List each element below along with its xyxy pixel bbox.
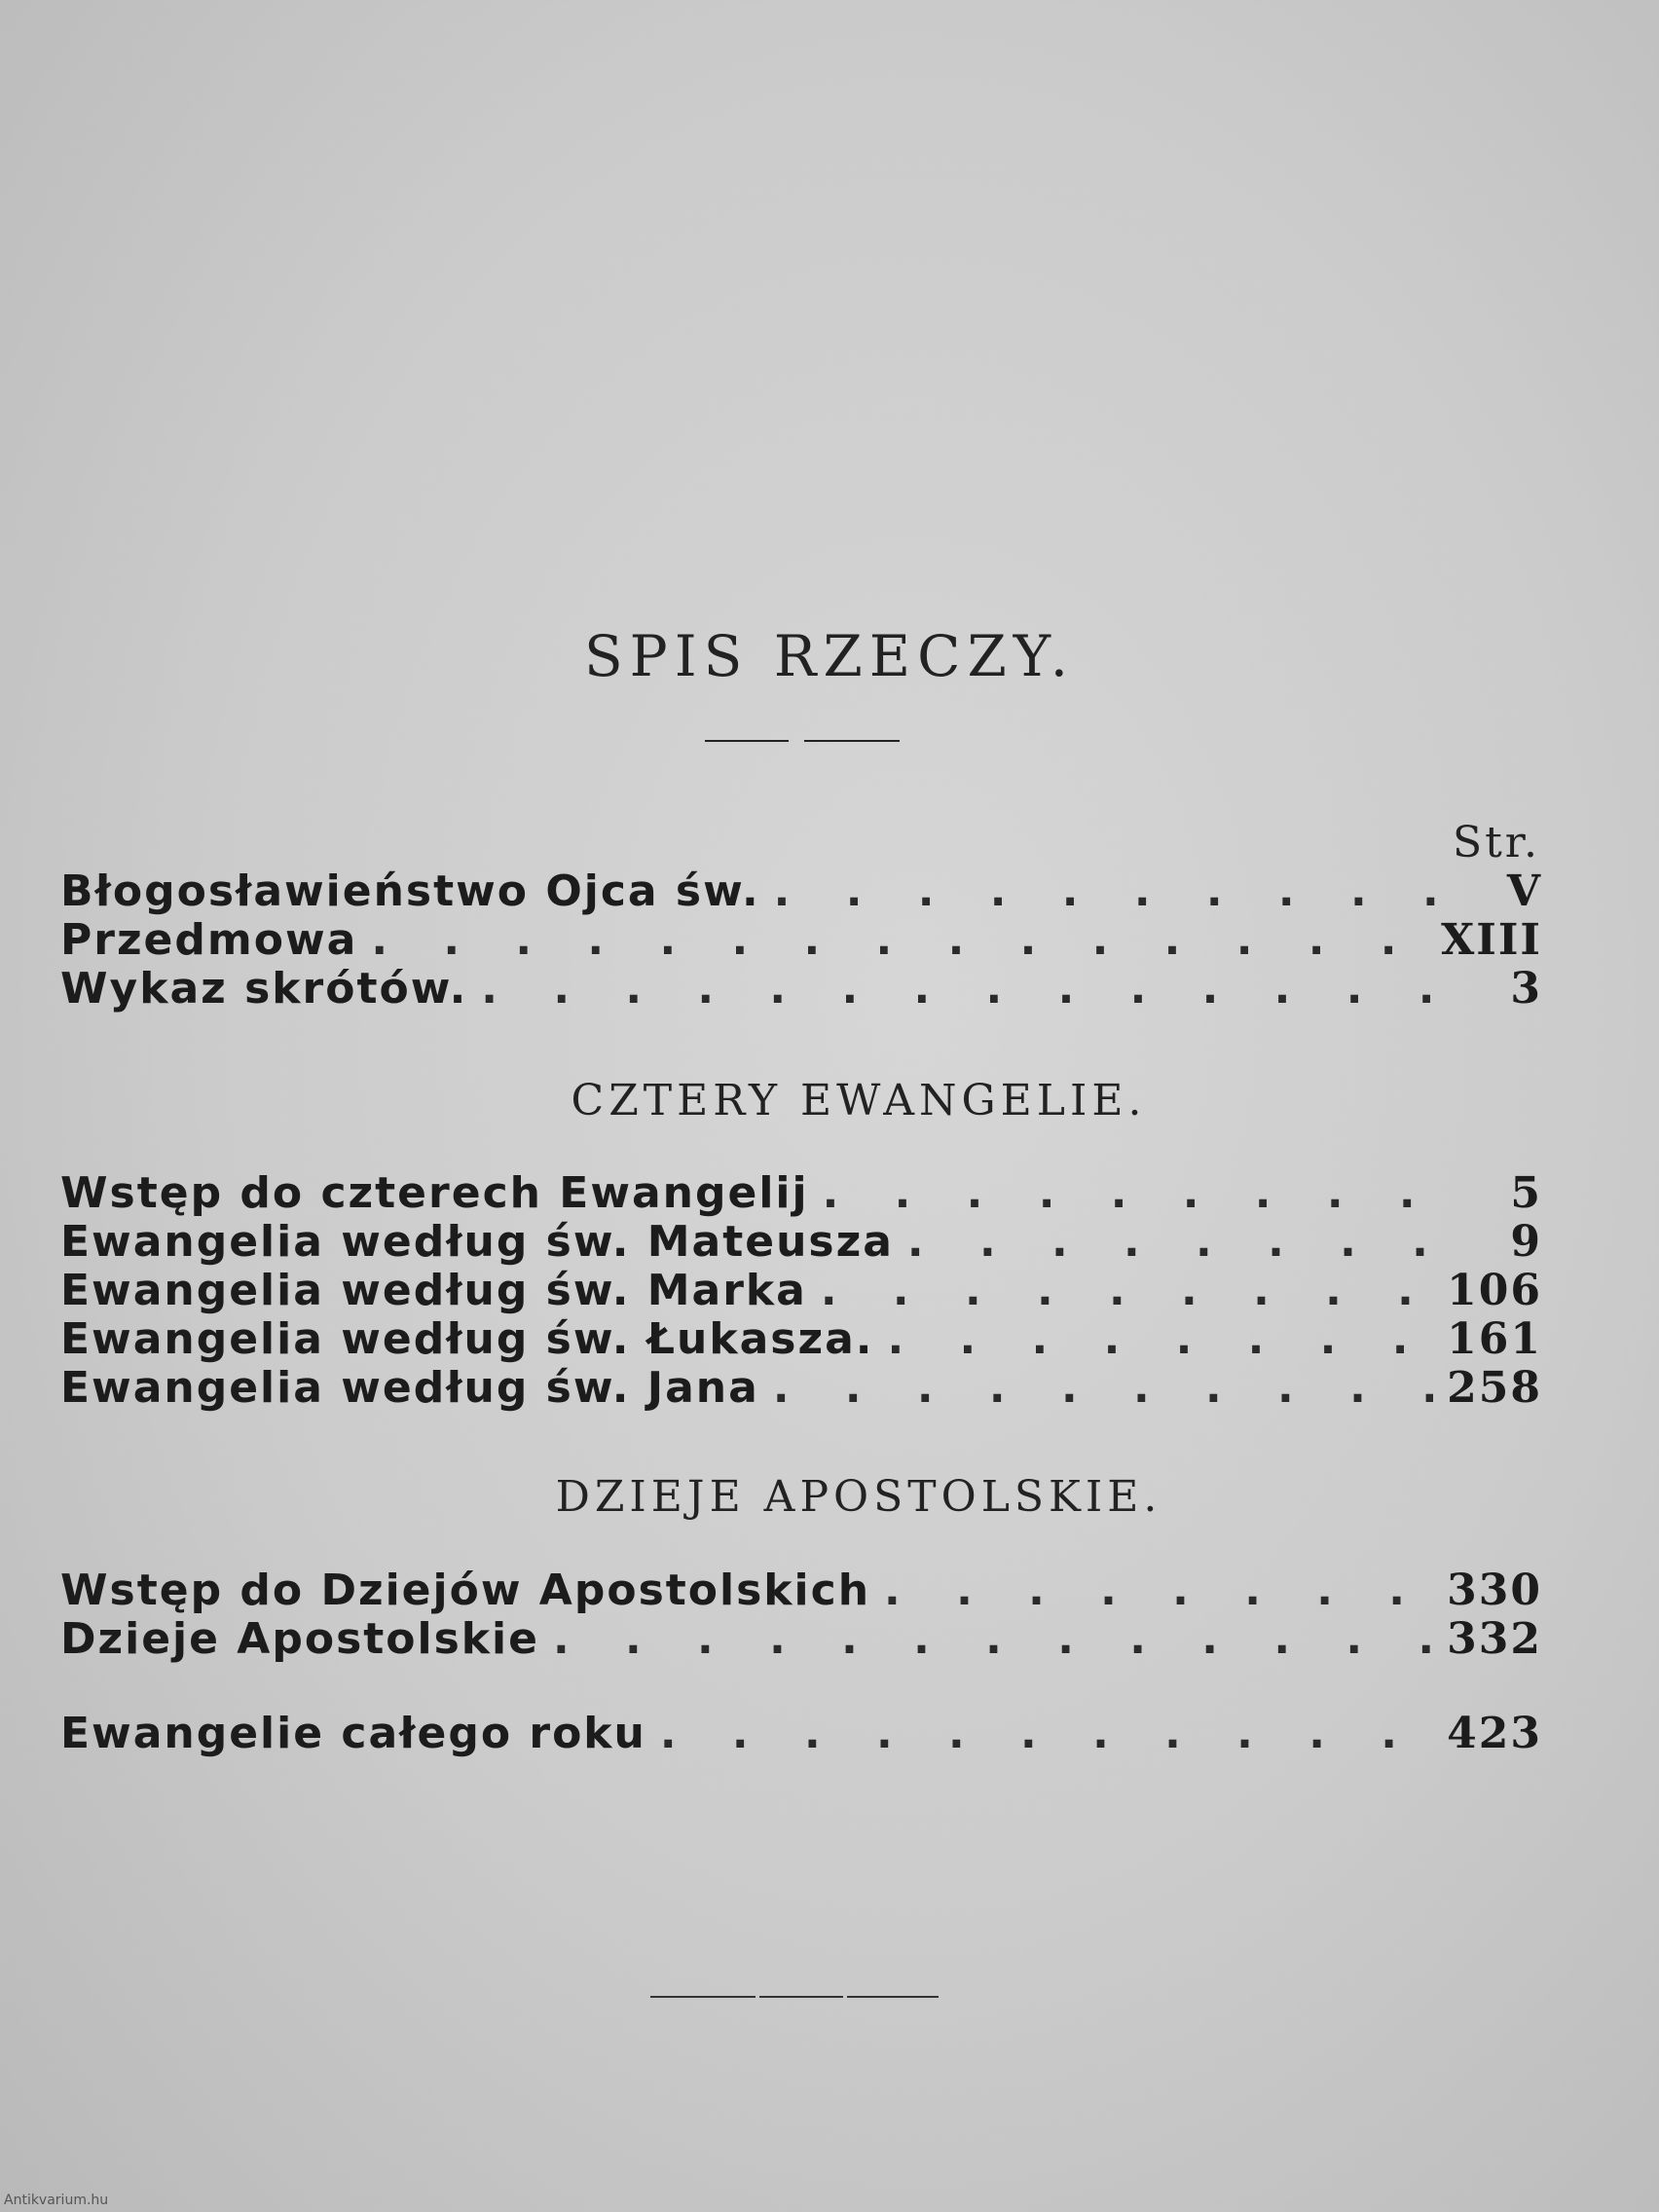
toc-entry[interactable]	[60, 1566, 1542, 1614]
dot-leader	[660, 1709, 1433, 1758]
toc-entry-label: Ewangelia według św. Mateusza	[60, 1217, 894, 1267]
dot-leader	[823, 1168, 1441, 1218]
toc-entry-page: 332	[1447, 1614, 1542, 1664]
toc-entry[interactable]	[60, 964, 1542, 1013]
toc-entry[interactable]	[60, 1709, 1542, 1757]
toc-entry[interactable]	[60, 1266, 1542, 1314]
toc-entry[interactable]	[60, 915, 1542, 964]
toc-entry-page: 106	[1447, 1266, 1542, 1315]
dot-leader	[907, 1217, 1441, 1267]
dot-leader	[553, 1614, 1433, 1664]
toc-entry-label: Błogosławieństwo Ojca św.	[60, 866, 760, 916]
toc-entry-page: 330	[1447, 1566, 1542, 1615]
closing-list	[60, 1709, 1542, 1757]
dot-leader	[774, 866, 1441, 916]
toc-entry[interactable]	[60, 866, 1542, 915]
toc-entry-page: 258	[1447, 1363, 1542, 1413]
toc-entry[interactable]	[60, 1614, 1542, 1663]
toc-entry[interactable]	[60, 1314, 1542, 1363]
toc-entry-label: Ewangelie całego roku	[60, 1709, 646, 1758]
dot-leader	[821, 1266, 1433, 1315]
toc-entry-label: Przedmowa	[60, 915, 358, 965]
toc-entry-label: Wstęp do czterech Ewangelij	[60, 1168, 809, 1218]
toc-entry-page: 3	[1510, 964, 1542, 1014]
toc-entry[interactable]	[60, 1217, 1542, 1266]
dot-leader	[884, 1566, 1433, 1615]
dot-leader	[887, 1314, 1433, 1364]
footer-rule-left	[650, 1996, 756, 1998]
title-rule-short	[705, 740, 789, 742]
page-title: SPIS RZECZY.	[583, 623, 1076, 689]
toc-entry-label: Wykaz skrótów.	[60, 964, 468, 1014]
toc-entry-page: 9	[1510, 1217, 1542, 1267]
toc-entry-page: 423	[1447, 1709, 1542, 1758]
footer-rule-right	[847, 1996, 939, 1998]
title-rule-long	[804, 740, 900, 742]
toc-entry-page: 161	[1447, 1314, 1542, 1364]
toc-entry-label: Ewangelia według św. Jana	[60, 1363, 759, 1413]
toc-entry-page: 5	[1510, 1168, 1542, 1218]
acts-list	[60, 1566, 1542, 1663]
toc-entry-label: Ewangelia według św. Łukasza.	[60, 1314, 874, 1364]
toc-entry-page: XIII	[1441, 915, 1542, 965]
toc-entry-label: Dzieje Apostolskie	[60, 1614, 539, 1664]
section-heading-gospels: CZTERY EWANGELIE.	[571, 1076, 1147, 1125]
section-heading-acts: DZIEJE APOSTOLSKIE.	[555, 1472, 1162, 1522]
dot-leader	[773, 1363, 1433, 1413]
toc-entry[interactable]	[60, 1168, 1542, 1217]
watermark: Antikvarium.hu	[4, 2193, 109, 2208]
toc-entry[interactable]	[60, 1363, 1542, 1412]
front-matter-list	[60, 866, 1542, 1013]
toc-entry-label: Wstęp do Dziejów Apostolskich	[60, 1566, 871, 1615]
toc-entry-page: V	[1506, 866, 1542, 916]
footer-rule-middle	[759, 1996, 843, 1998]
dot-leader	[371, 915, 1427, 965]
dot-leader	[481, 964, 1441, 1014]
page-column-label: Str.	[1452, 818, 1540, 867]
gospels-list	[60, 1168, 1542, 1412]
toc-entry-label: Ewangelia według św. Marka	[60, 1266, 807, 1315]
